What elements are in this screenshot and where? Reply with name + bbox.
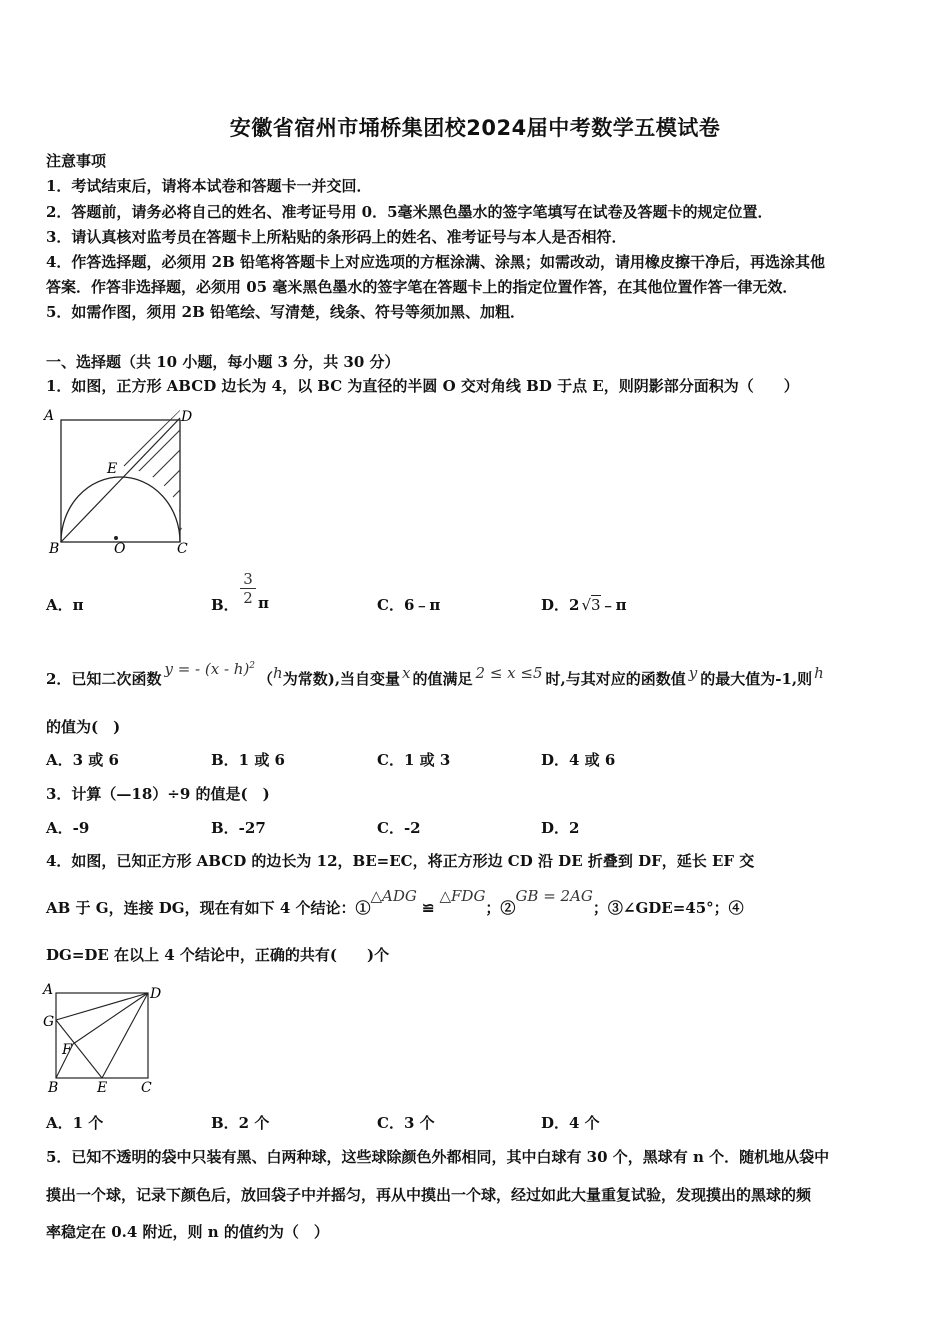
q3-option-c[interactable]: C．-2 — [377, 819, 421, 837]
q1-option-d[interactable]: D．2 √3﹣π — [541, 596, 627, 614]
q4-text-line1: 4．如图，已知正方形 ABCD 的边长为 12，BE=EC，将正方形边 CD 沿 DE 折叠到 DF，延长 EF 交 — [46, 852, 755, 870]
q4-text-line3: DG=DE 在以上 4 个结论中，正确的共有( )个 — [46, 946, 390, 964]
square-abcd — [56, 993, 148, 1078]
notice-item: 2．答题前，请务必将自己的姓名、准考证号用 0．5毫米黑色墨水的签字笔填写在试卷及答题卡的规定位置． — [46, 203, 773, 221]
q1-figure — [40, 404, 200, 560]
semicircle — [61, 477, 180, 542]
q1-option-b[interactable]: B． — [211, 596, 239, 614]
page-title: 安徽省宿州市埇桥集团校2024届中考数学五模试卷 — [229, 116, 721, 140]
q2-text: 2．已知二次函数y = - (x - h)$^2$（h为常数),当自变量 x 的值满足 2 ≤ x ≤5 时,与其对应的函数值 y 的最大值为-1,则 h — [46, 660, 824, 688]
label-o: O — [114, 541, 126, 557]
q5-text-line3: 率稳定在 0.4 附近，则 n 的值约为（ ） — [46, 1223, 329, 1241]
notice-item: 答案．作答非选择题，必须用 05 毫米黑色墨水的签字笔在答题卡上的指定位置作答，在其他位置作答一律无效． — [46, 278, 798, 296]
label-a: A — [43, 982, 54, 998]
q4-figure — [40, 978, 170, 1098]
label-b: B — [49, 541, 60, 557]
center-point-o — [114, 536, 118, 540]
q4-option-d[interactable]: D．4 个 — [541, 1114, 600, 1132]
label-a: A — [44, 408, 55, 424]
notice-item: 4．作答选择题，必须用 2B 铅笔将答题卡上对应选项的方框涂满、涂黑；如需改动，请用橡皮擦干净后，再选涂其他 — [46, 253, 826, 271]
label-e: E — [107, 461, 118, 477]
label-g: G — [43, 1014, 55, 1030]
q4-option-c[interactable]: C．3 个 — [377, 1114, 435, 1132]
q2-text-line2: 的值为( ) — [46, 718, 121, 736]
q3-option-b[interactable]: B．-27 — [211, 819, 266, 837]
segment-de — [102, 993, 148, 1078]
q3-option-d[interactable]: D．2 — [541, 819, 580, 837]
notice-item: 5．如需作图，须用 2B 铅笔绘、写清楚，线条、符号等须加黑、加粗． — [46, 303, 525, 321]
q5-text-line1: 5．已知不透明的袋中只装有黑、白两种球，这些球除颜色外都相同，其中白球有 30 个，黑球有 n 个．随机地从袋中 — [46, 1148, 830, 1166]
q2-option-c[interactable]: C．1 或 3 — [377, 751, 451, 769]
q4-option-a[interactable]: A．1 个 — [46, 1114, 104, 1132]
label-c: C — [141, 1080, 152, 1096]
q5-text-line2: 摸出一个球，记录下颜色后，放回袋子中并摇匀，再从中摸出一个球，经过如此大量重复试验，发现摸出的黑球的频 — [46, 1186, 812, 1204]
diagonal-bd — [61, 418, 180, 542]
label-b: B — [48, 1080, 59, 1096]
label-e: E — [97, 1080, 108, 1096]
q4-text-line2: AB 于 G，连接 DG，现在有如下 4 个结论：①△ADG≌△FDG；②GB = 2AG；③∠GDE=45°；④ — [46, 887, 744, 917]
q1-option-a[interactable]: A．π — [46, 596, 84, 614]
q1-option-c[interactable]: C．6﹣π — [377, 596, 441, 614]
segment-dg — [56, 993, 148, 1020]
q1-option-b-pi: π — [258, 594, 269, 612]
notice-item: 3．请认真核对监考员在答题卡上所粘贴的条形码上的姓名、准考证号与本人是否相符． — [46, 228, 627, 246]
section-heading: 一、选择题（共 10 小题，每小题 3 分，共 30 分） — [46, 353, 400, 371]
label-d: D — [150, 986, 162, 1002]
q4-option-b[interactable]: B．2 个 — [211, 1114, 270, 1132]
q2-option-a[interactable]: A．3 或 6 — [46, 751, 119, 769]
label-f: F — [62, 1042, 72, 1058]
shaded-region — [124, 404, 186, 560]
segment-df — [73, 993, 148, 1044]
q2-option-d[interactable]: D．4 或 6 — [541, 751, 616, 769]
q3-option-a[interactable]: A．-9 — [46, 819, 90, 837]
fraction-3-over-2: 3 2 — [240, 570, 256, 607]
label-d: D — [181, 409, 193, 425]
q2-option-b[interactable]: B．1 或 6 — [211, 751, 285, 769]
q1-text: 1．如图，正方形 ABCD 边长为 4，以 BC 为直径的半圆 O 交对角线 BD 于点 E，则阴影部分面积为（ ） — [46, 377, 799, 395]
sqrt-symbol: √ — [581, 596, 592, 614]
notice-heading: 注意事项 — [46, 152, 107, 170]
label-c: C — [177, 541, 188, 557]
q2-function: y = - (x - h)$^2$ — [164, 660, 256, 678]
notice-item: 1．考试结束后，请将本试卷和答题卡一并交回． — [46, 177, 372, 195]
q3-text: 3．计算（—18）÷9 的值是( ) — [46, 785, 270, 803]
